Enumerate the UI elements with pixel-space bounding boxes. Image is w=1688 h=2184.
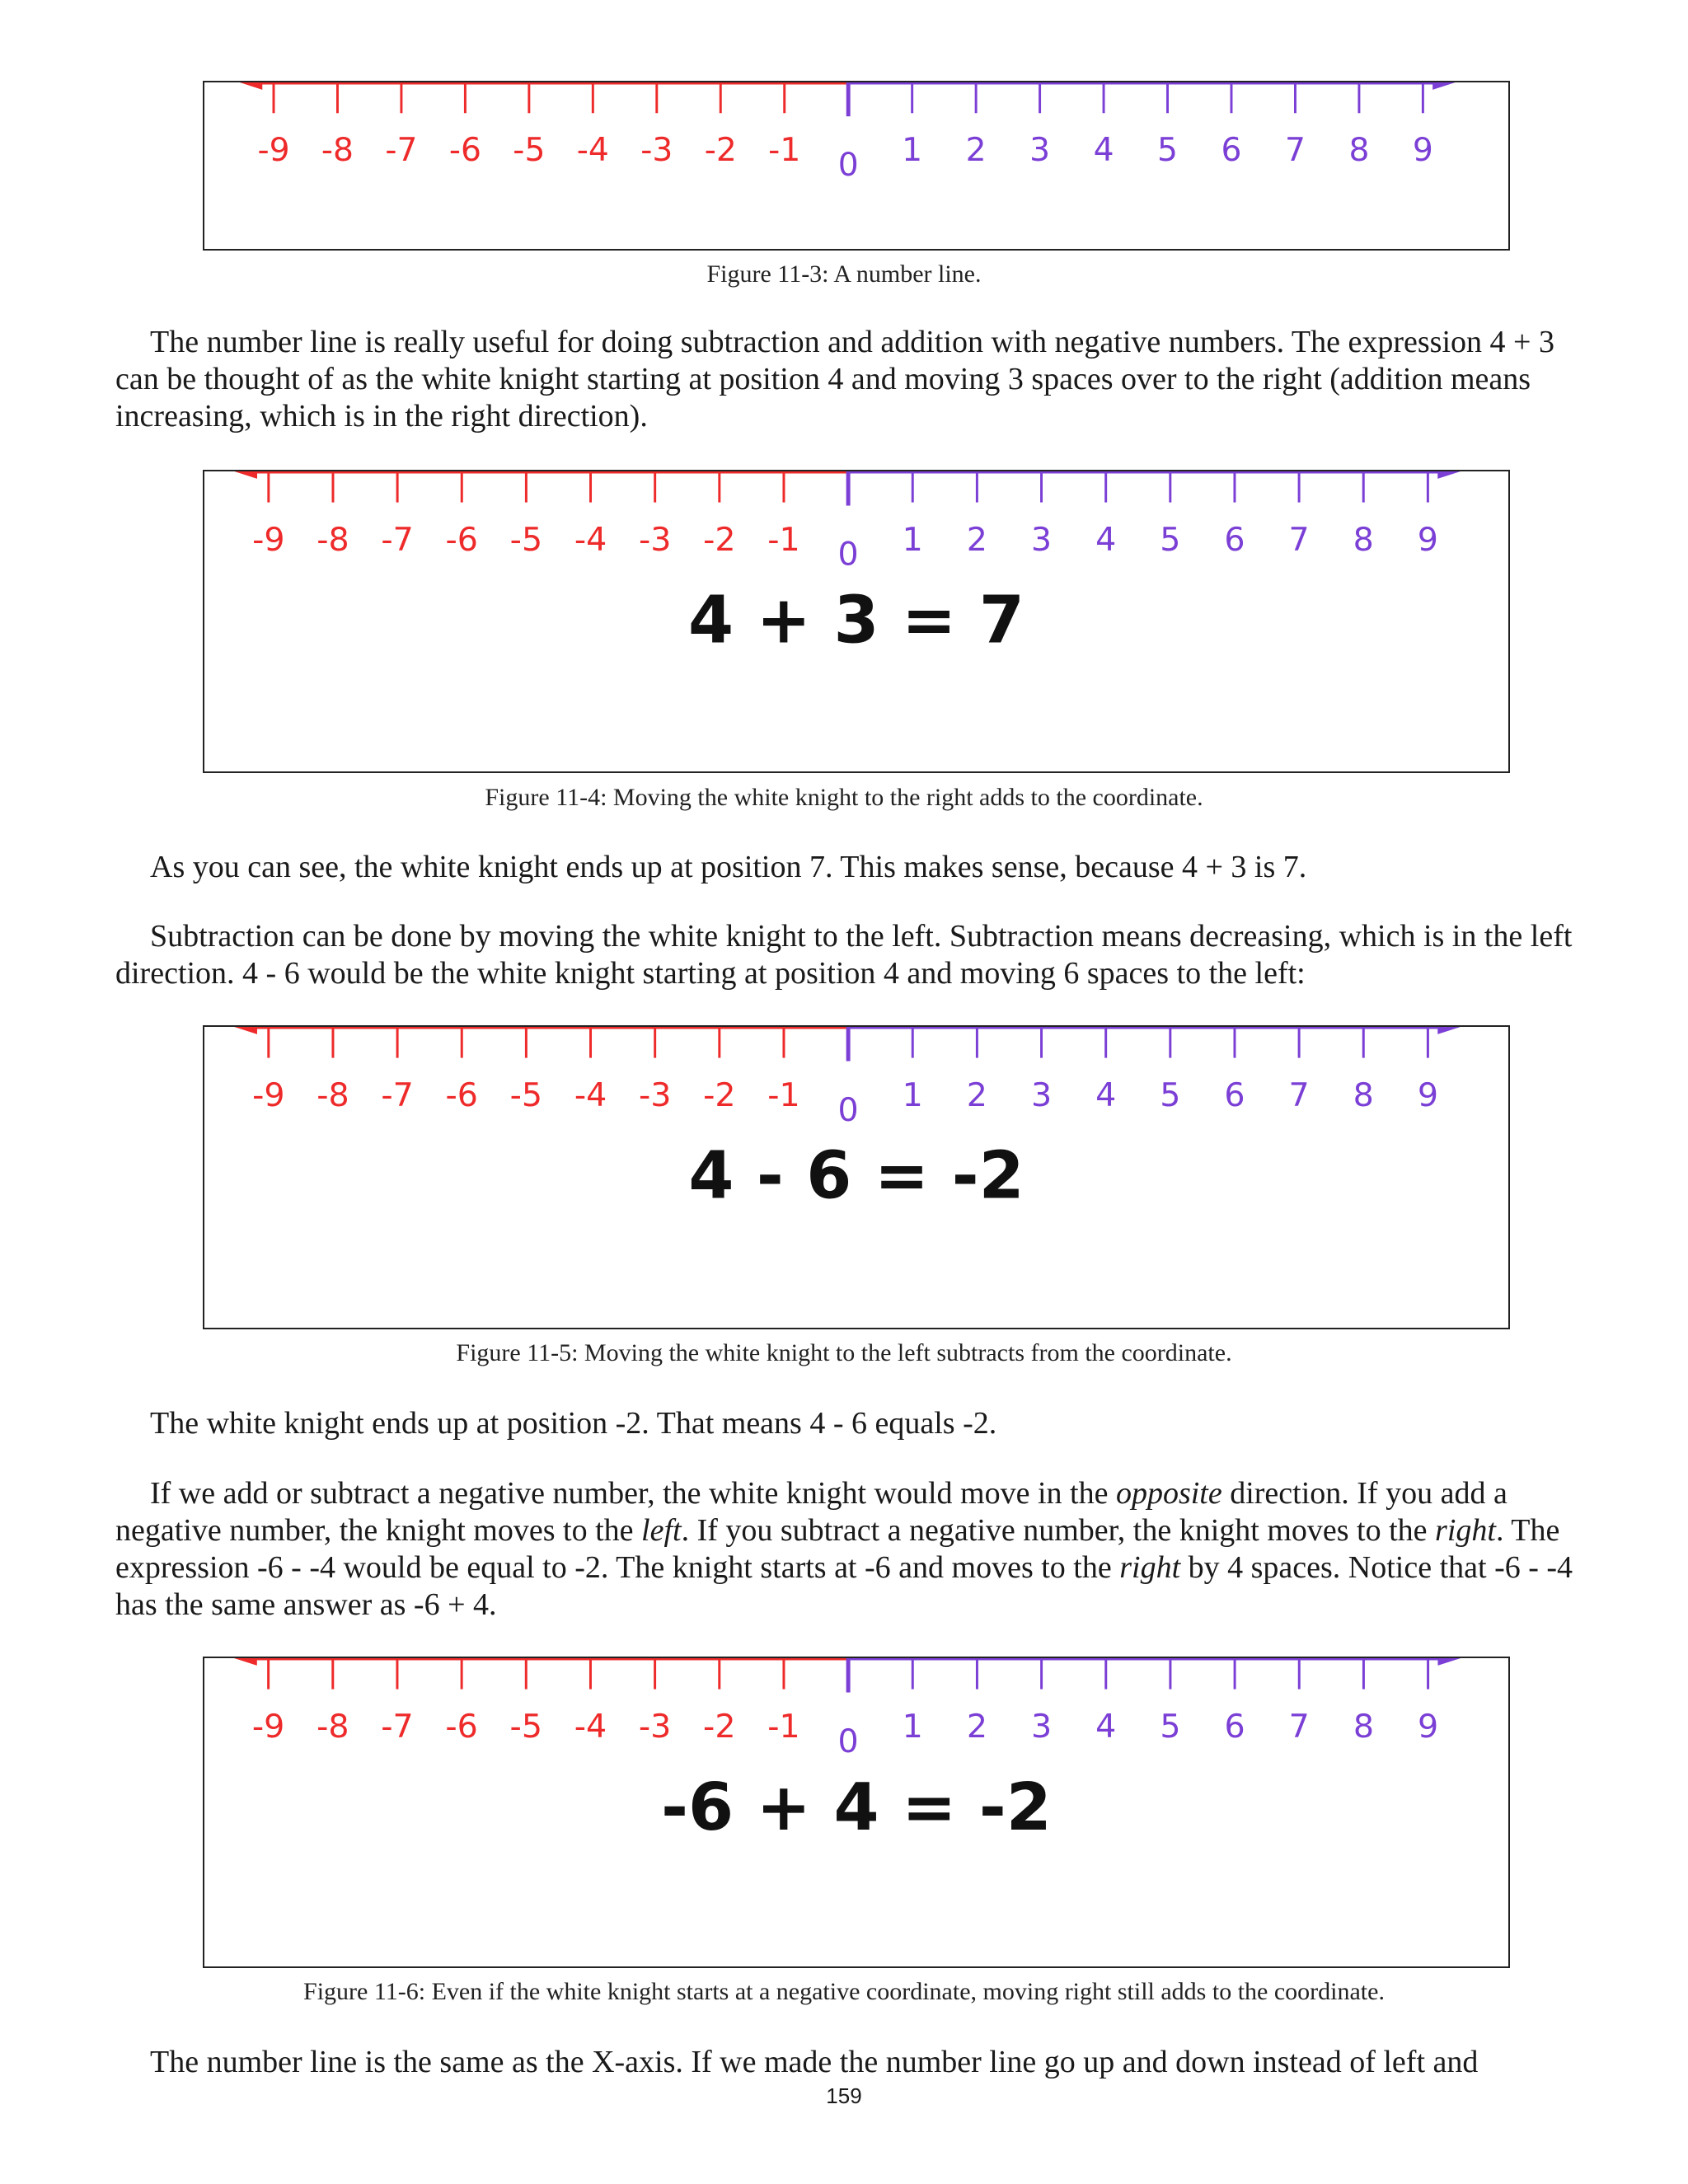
tick-label: 3 xyxy=(1030,520,1053,559)
tick-label: 0 xyxy=(837,146,859,184)
tick-label: 2 xyxy=(966,1707,988,1746)
tick-label: 7 xyxy=(1284,132,1306,170)
tick-label: 3 xyxy=(1030,1076,1053,1114)
tick-label: -9 xyxy=(252,520,285,559)
tick-label: -4 xyxy=(574,1707,607,1746)
left-arrow-icon xyxy=(234,1658,257,1666)
tick-label: -1 xyxy=(767,1076,800,1114)
tick-label: -5 xyxy=(513,132,546,170)
tick-label: -1 xyxy=(767,520,800,559)
right-arrow-icon xyxy=(1437,1027,1461,1034)
tick-label: 4 xyxy=(1093,132,1114,170)
left-arrow-icon xyxy=(234,471,257,479)
figure-negative-start xyxy=(203,1657,1510,1968)
emphasis: left xyxy=(641,1513,682,1548)
right-arrow-icon xyxy=(1437,471,1461,479)
paragraph: As you can see, the white knight ends up at position 7. This makes sense, because 4 + 3 is 7. xyxy=(150,850,1307,884)
tick-label: -8 xyxy=(316,1076,349,1114)
tick-label: 9 xyxy=(1417,1076,1438,1114)
page-number: 159 xyxy=(826,2083,862,2108)
tick-label: 2 xyxy=(966,520,987,559)
tick-label: 1 xyxy=(902,1707,923,1746)
equation: 4 - 6 = -2 xyxy=(688,1137,1025,1214)
tick-label: -9 xyxy=(257,132,290,170)
tick-label: -9 xyxy=(251,1707,285,1746)
right-arrow-icon xyxy=(1432,82,1455,90)
tick-label: -4 xyxy=(576,132,609,170)
tick-label: 6 xyxy=(1224,520,1245,559)
text-run: by 4 spaces. Notice that -6 - -4 has the same answer as -6 + 4. xyxy=(115,1550,1573,1622)
tick-label: 1 xyxy=(902,1076,923,1114)
tick-label: 4 xyxy=(1095,1076,1117,1114)
tick-label: -2 xyxy=(703,1707,736,1746)
figure-caption: Figure 11-5: Moving the white knight to the left subtracts from the coordinate. xyxy=(456,1339,1232,1366)
paragraph: The number line is the same as the X-axis. If we made the number line go up and down instead of left and xyxy=(150,2045,1479,2079)
emphasis: right xyxy=(1119,1550,1181,1585)
emphasis: right xyxy=(1435,1513,1496,1548)
tick-label: 5 xyxy=(1160,520,1181,559)
tick-label: -6 xyxy=(445,1076,478,1114)
equation: -6 + 4 = -2 xyxy=(661,1769,1052,1845)
right-arrow-icon xyxy=(1437,1658,1461,1666)
figure-subtraction xyxy=(203,1025,1510,1329)
tick-label: -5 xyxy=(509,1707,543,1746)
tick-label: 6 xyxy=(1224,1707,1245,1746)
number-line-svg xyxy=(204,1027,1508,1328)
tick-label: -4 xyxy=(574,520,607,559)
tick-label: 3 xyxy=(1031,1707,1053,1746)
tick-label: -8 xyxy=(321,132,354,170)
tick-label: -7 xyxy=(381,1707,414,1746)
tick-label: 7 xyxy=(1288,520,1310,559)
tick-label: -2 xyxy=(704,132,737,170)
tick-label: 2 xyxy=(965,132,987,170)
paragraph: The white knight ends up at position -2. That means 4 - 6 equals -2. xyxy=(150,1406,997,1441)
tick-label: 8 xyxy=(1353,1076,1374,1114)
tick-label: -5 xyxy=(509,1076,543,1114)
tick-label: -9 xyxy=(252,1076,285,1114)
emphasis: opposite xyxy=(1115,1476,1222,1511)
tick-label: 4 xyxy=(1095,1707,1117,1746)
figure-number-line xyxy=(203,81,1510,251)
tick-label: -6 xyxy=(445,1707,478,1746)
tick-label: -3 xyxy=(638,1076,672,1114)
tick-label: -8 xyxy=(316,520,349,559)
tick-label: 5 xyxy=(1160,1707,1181,1746)
tick-label: 1 xyxy=(902,132,923,170)
tick-label: 8 xyxy=(1348,132,1370,170)
tick-label: -1 xyxy=(767,1707,800,1746)
tick-label: 6 xyxy=(1221,132,1242,170)
tick-label: -6 xyxy=(448,132,481,170)
tick-label: -5 xyxy=(509,520,543,559)
tick-label: -7 xyxy=(381,520,414,559)
left-arrow-icon xyxy=(240,82,262,90)
tick-label: 0 xyxy=(837,1722,859,1760)
tick-label: 5 xyxy=(1160,1076,1181,1114)
tick-label: 8 xyxy=(1353,520,1374,559)
tick-label: -1 xyxy=(768,132,801,170)
figure-addition xyxy=(203,470,1510,773)
tick-label: -6 xyxy=(445,520,478,559)
tick-label: 7 xyxy=(1288,1076,1310,1114)
paragraph: Subtraction can be done by moving the white knight to the left. Subtraction means decreasing, which is in the left direction. 4 - 6 would be the white knight starting at position 4 and moving 6 spaces to the left: xyxy=(115,919,1573,991)
tick-label: 5 xyxy=(1157,132,1179,170)
tick-label: 4 xyxy=(1095,520,1117,559)
figure-caption: Figure 11-6: Even if the white knight starts at a negative coordinate, moving right still adds to the coordinate. xyxy=(303,1978,1385,2005)
text-run: direction. If you add a negative number, the knight moves to the xyxy=(115,1476,1507,1548)
tick-label: -7 xyxy=(385,132,418,170)
tick-label: 1 xyxy=(902,520,923,559)
tick-label: 0 xyxy=(837,535,859,574)
tick-label: -2 xyxy=(703,520,736,559)
tick-label: 0 xyxy=(837,1090,859,1129)
tick-label: -3 xyxy=(640,132,673,170)
tick-label: 2 xyxy=(966,1076,987,1114)
tick-label: 9 xyxy=(1417,520,1438,559)
paragraph xyxy=(115,1475,1574,1624)
tick-label: -2 xyxy=(703,1076,736,1114)
number-line-svg xyxy=(204,471,1508,771)
text-run: . The expression -6 - -4 would be equal to -2. The knight starts at -6 and moves to the xyxy=(115,1513,1560,1585)
tick-label: 8 xyxy=(1353,1707,1375,1746)
tick-label: 6 xyxy=(1224,1076,1245,1114)
tick-label: -4 xyxy=(574,1076,607,1114)
equation: 4 + 3 = 7 xyxy=(688,582,1025,658)
tick-label: -3 xyxy=(638,1707,672,1746)
tick-label: -3 xyxy=(638,520,672,559)
paragraph: The number line is really useful for doing subtraction and addition with negative numbers. The expression 4 + 3 can be thought of as the white knight starting at position 4 and moving 3 spaces over to the right (addition means increasing, which is in the right direction). xyxy=(115,325,1554,434)
number-line-svg xyxy=(204,1658,1508,1966)
tick-label: 9 xyxy=(1412,132,1433,170)
tick-label: -7 xyxy=(381,1076,414,1114)
text-run: If we add or subtract a negative number, the white knight would move in the xyxy=(150,1476,1116,1511)
figure-caption: Figure 11-3: A number line. xyxy=(706,260,982,288)
figure-caption: Figure 11-4: Moving the white knight to the right adds to the coordinate. xyxy=(485,784,1203,811)
tick-label: 3 xyxy=(1029,132,1051,170)
left-arrow-icon xyxy=(234,1027,257,1034)
tick-label: -8 xyxy=(316,1707,349,1746)
tick-label: 9 xyxy=(1417,1707,1439,1746)
number-line-svg xyxy=(204,82,1508,249)
text-run: . If you subtract a negative number, the knight moves to the xyxy=(681,1513,1436,1548)
tick-label: 7 xyxy=(1288,1707,1310,1746)
